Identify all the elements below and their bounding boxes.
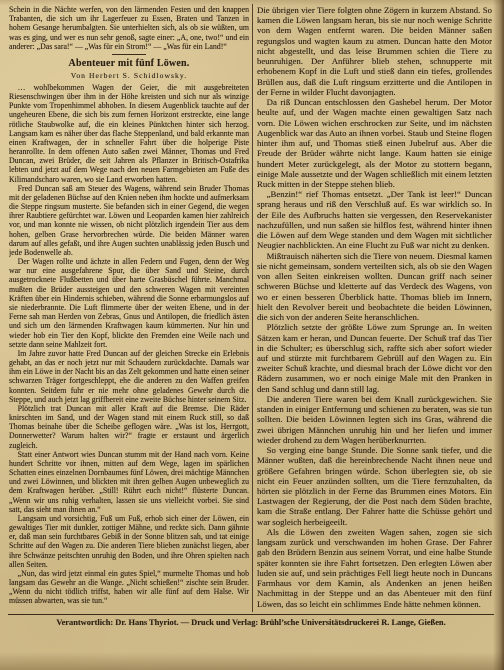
article-paragraph: Im Jahre zuvor hatte Fred Duncan auf der gleichen Strecke ein Erlebnis gehabt, an das er noch jetzt nur mit Schaudern zurückdachte. Damals war ihm ein Löwe in der Nacht bis an das Zelt gekommen und hatte einen seiner schwarzen Träger fortgeschleppt, ehe die anderen zu den Waffen greifen konnten. Seitdem fuhr er nie mehr ohne geladenes Gewehr durch die Steppe, und auch jetzt lag griffbereit eine zweite Büchse hinter seinem Sitz.: [9, 348, 249, 404]
article-paragraph: Statt einer Antwort wies Duncan stumm mit der Hand nach vorn. Keine hundert Schritte vor ihnen, mitten auf dem Wege, lagen im spärlichen Schatten eines einzelnen Dornbaumes fünf Löwen, drei mächtige Männchen und zwei Löwinnen, und blickten mit ihren gelben Augen unbeweglich zu dem Kraftwagen herüber. „Still! Rührt euch nicht!“ flüsterte Duncan. „Wenn wir uns ruhig verhalten, lassen sie uns vielleicht vorbei. Sie sind satt, das sieht man ihnen an.“: [9, 449, 249, 514]
footer-rule: [8, 614, 494, 615]
article-paragraph: Der Wagen rollte und ächzte in allen Federn und Fugen, denn der Weg war nur eine ausgefahrene Spur, die über Sand und Steine, durch ausgetrocknete Flußbetten und über harte Grasbüschel führte. Manchmal mußten die Brüder aussteigen und den schweren Wagen mit vereinten Kräften über ein Hindernis schieben, während die Sonne erbarmungslos auf sie niederbrannte. Die Luft flimmerte über der weiten Ebene, und in der Ferne sah man Herden von Zebras, Gnus und Antilopen, die friedlich ästen und sich um den lärmenden Kraftwagen kaum kümmerten. Nur hin und wieder hob ein Tier den Kopf, blickte den Fremden eine Weile nach und setzte dann seine Mahlzeit fort.: [9, 257, 249, 349]
article-paragraph: … wohlbekommen Wagen der Geier, die mit ausgebreiteten Riesenschwingen über ihm in der Höhe kreisten und sich nur als winzige Punkte vom Tropenhimmel abhoben. In diesem Augenblick tauchte auf der ungeheuren Ebene, die sich bis zum fernen Horizont erstreckte, eine lange rötliche Staubwolke auf, die ein kleines Pünktchen hinter sich herzog. Langsam kam es näher über das flache Steppenland, und bald erkannte man einen Kraftwagen, der in schneller Fahrt über die holperige Piste heranrollte. In dem offenen Auto saßen zwei Männer, Thomas und Fred Duncan, zwei Brüder, die seit Jahren als Pflanzer in Britisch-Ostafrika lebten und jetzt auf dem Wege nach den neuen Farmgebieten am Fuße des Kilimandscharo waren, wo sie Land erworben hatten.: [9, 82, 249, 184]
article-paragraph: Die anderen Tiere waren bei dem Knall zurückgewichen. Sie standen in einiger Entfernung und schienen zu beraten, was sie tun sollten. Die beiden Löwinnen legten sich ins Gras, während die zwei übrigen Männchen unruhig hin und her liefen und immer wieder drohend zu dem Wagen herüberknurrten.: [257, 393, 492, 445]
article-paragraph: Plötzlich setzte der größte Löwe zum Sprunge an. In weiten Sätzen kam er heran, und Duncan feuerte. Der Schuß traf das Tier in die Schulter; es überschlug sich, raffte sich aber sofort wieder auf und stürzte mit furchtbarem Gebrüll auf den Wagen zu. Ein zweiter Schuß krachte, und diesmal brach der Löwe dicht vor den Rädern zusammen, wo er noch einige Male mit den Pranken in den Sand schlug und dann still lag.: [257, 322, 492, 394]
article-paragraph: Langsam und vorsichtig, Fuß um Fuß, erhob sich einer der Löwen, ein gewaltiges Tier mit dunkler, zottiger Mähne, und reckte sich. Dann gähnte er, daß man sein furchtbares Gebiß in der Sonne blitzen sah, und tat einige Schritte auf den Wagen zu. Die anderen Tiere blieben zunächst liegen, aber ihre Schwänze peitschten unruhig den Boden, und ihre Ohren spielten nach allen Seiten.: [9, 513, 249, 569]
article-paragraph: Als die Löwen den zweiten Wagen sahen, zogen sie sich langsam zurück und verschwanden im hohen Grase. Der Fahrer gab den Brüdern Benzin aus seinem Vorrat, und eine halbe Stunde später konnten sie ihre Fahrt fortsetzen. Den erlegten Löwen aber luden sie auf, und sein prächtiges Fell liegt heute noch in Duncans Farmhaus vor dem Kamin, als Andenken an jenen heißen Nachmittag in der Steppe und an das Abenteuer mit den fünf Löwen, das so leicht ein schlimmes Ende hätte nehmen können.: [257, 526, 492, 609]
article-paragraph: „Benzin!“ rief Thomas entsetzt. „Der Tank ist leer!“ Duncan sprang heraus und riß den Verschluß auf. Es war wirklich so. In der Eile des Aufbruchs hatten sie vergessen, den Reservekanister nachzufüllen, und nun saßen sie hilflos fest, während hinter ihnen die Löwen auf dem Wege standen und dem Wagen mit sichtlicher Neugier nachblickten. An eine Flucht zu Fuß war nicht zu denken.: [257, 189, 492, 251]
article-paragraph: Mißtrauisch näherten sich die Tiere von neuem. Diesmal kamen sie nicht gemeinsam, sondern verteilten sich, als ob sie den Wagen von allen Seiten einkreisen wollten. Duncan griff nach seiner schweren Büchse und kletterte auf das Verdeck des Wagens, von wo er einen besseren Überblick hatte. Thomas blieb im Innern, hielt den Revolver bereit und beobachtete die beiden Löwinnen, die sich von der anderen Seite heranschlichen.: [257, 250, 492, 323]
article-byline: Von Herbert S. Schidlowsky.: [70, 70, 188, 80]
article-paragraph: „Nun, das wird jetzt einmal ein gutes Spiel,“ murmelte Thomas und hob langsam das Gewehr an die Wange. „Nicht schießen!“ zischte sein Bruder. „Wenn du nicht tödlich triffst, haben wir alle fünf auf dem Halse. Wir müssen abwarten, was sie tun.“: [9, 568, 249, 606]
article-paragraph: Plötzlich trat Duncan mit aller Kraft auf die Bremse. Die Räder knirschten im Sand, und der Wagen stand mit einem Ruck still, so daß Thomas beinahe über die Scheibe geflogen wäre. „Was ist los, Herrgott, Donnerwetter? Warum halten wir?“ fragte er erstaunt und ärgerlich zugleich.: [9, 403, 249, 450]
right-column: [257, 5, 492, 611]
left-column: [9, 5, 249, 611]
column-rule: [252, 4, 253, 612]
publisher-imprint: Verantwortlich: Dr. Hans Thyriot. — Druck und Verlag: Brühl’sche Universitätsdruckerei R. Lange, Gießen.: [56, 618, 446, 627]
continued-paragraph: Schein in die Nächte werfen, von den lärmenden Festen und den knappen Trabanten, die sich um ihr Lagerfeuer zu Essen, Braten und Tanzen in hohem Gesange herumbalgten. Sie unterhielten sich, als ob sie wüßten, um was es ging, und wer es nun sehr genoß, sagte einer: „A, one, two!“ und ein anderer: „Das sara!“ — „Was für ein Strom!“ — „Was für ein Land!“: [9, 5, 249, 51]
article-paragraph: Die übrigen vier Tiere folgten ohne Zögern in kurzem Abstand. So kamen die Löwen langsam heran, bis sie nur noch wenige Schritte von dem Wagen entfernt waren. Die beiden Männer saßen regungslos und wagten kaum zu atmen. Duncan hatte den Motor nicht abgestellt, und das leise Brummen schien die Tiere zu beunruhigen. Der Anführer blieb stehen, schnupperte mit erhobenem Kopf in die Luft und stieß dann ein tiefes, grollendes Brüllen aus, daß die Luft ringsum erzitterte und die Antilopen in der Ferne in wilder Flucht davonjagten.: [257, 5, 492, 97]
title-separator: [112, 54, 146, 55]
article-paragraph: So verging eine bange Stunde. Die Sonne sank tiefer, und die Männer wußten, daß die hereinbrechende Nacht ihnen neue und größere Gefahren bringen würde. Schon überlegten sie, ob sie nicht ein Feuer anzünden sollten, um die Tiere fernzuhalten, da hörten sie plötzlich in der Ferne das Brummen eines Motors. Ein Lastwagen der Regierung, der die Post nach dem Süden brachte, kam die Straße entlang. Der Fahrer hatte die Schüsse gehört und war sogleich herbeigeeilt.: [257, 445, 492, 527]
article-paragraph: Fred Duncan saß am Steuer des Wagens, während sein Bruder Thomas mit der geladenen Büchse auf den Knien neben ihm hockte und aufmerksam die Steppe ringsum musterte. Sie befanden sich in einer Gegend, die wegen ihrer Raubtiere gefürchtet war. Löwen und Leoparden kamen hier zahlreich vor, und man konnte nie wissen, ob nicht plötzlich irgendein Tier aus dem hohen, gelben Grase hervorbrechen würde. Die beiden Männer waren darum auf alles gefaßt, und ihre Augen suchten unablässig jeden Busch und jede Bodenwelle ab.: [9, 183, 249, 257]
article-paragraph: Da riß Duncan entschlossen den Gashebel herum. Der Motor heulte auf, und der Wagen machte einen gewaltigen Satz nach vorn. Die Löwen wichen erschrocken zur Seite, und im nächsten Augenblick war das Auto an ihnen vorbei. Staub und Steine flogen hinter ihm auf, und Thomas stieß einen Jubelruf aus. Aber die Freude der Brüder währte nicht lange. Kaum hatten sie einige hundert Meter zurückgelegt, als der Motor zu stottern begann, einige Male aussetzte und der Wagen schließlich mit einem letzten Ruck mitten in der Steppe stehen blieb.: [257, 97, 492, 189]
article-title: Abenteuer mit fünf Löwen.: [68, 57, 190, 69]
